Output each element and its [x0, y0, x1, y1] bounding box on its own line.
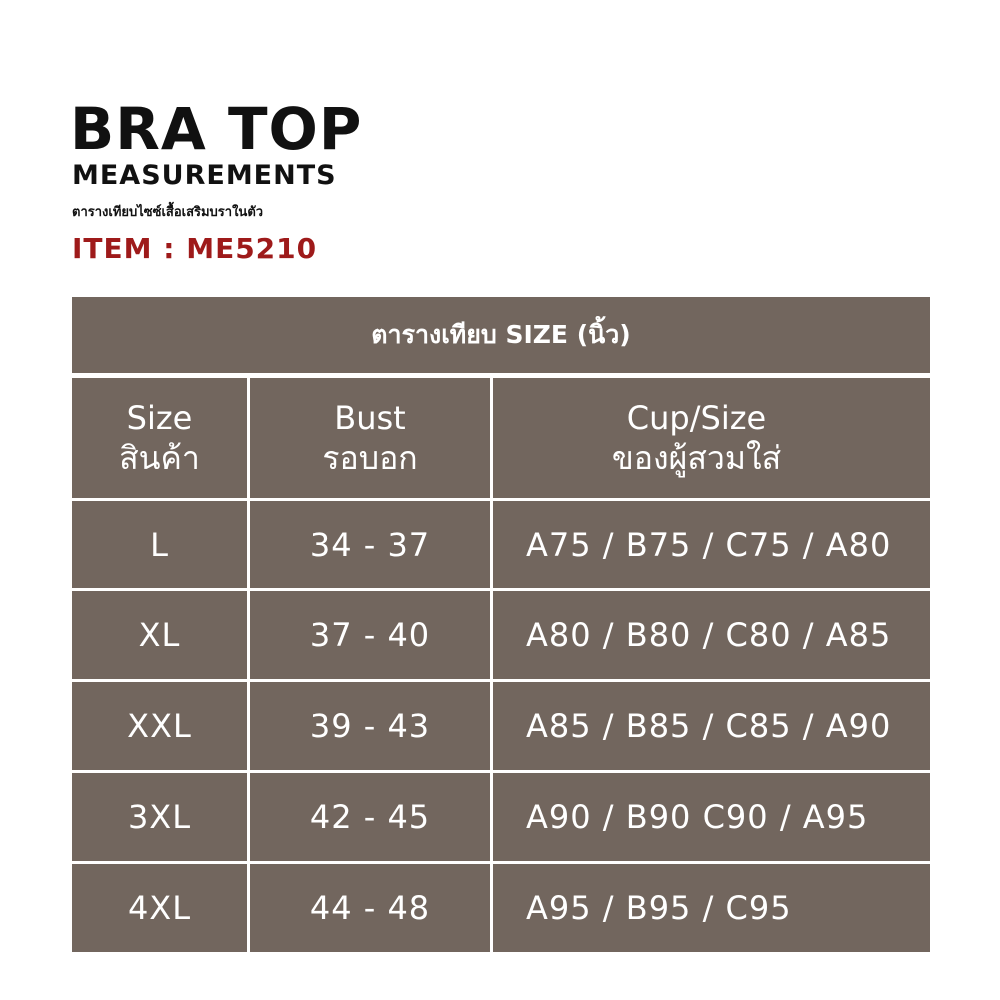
- column-header-bust-th: รอบอก: [322, 439, 418, 477]
- table-cell-cup: A75 / B75 / C75 / A80: [493, 501, 930, 588]
- column-header-bust: [250, 378, 490, 498]
- table-cell-cup: A80 / B80 / C80 / A85: [493, 591, 930, 679]
- column-header-cup-en: Cup/Size: [626, 399, 767, 437]
- table-cell-bust: 37 - 40: [250, 591, 490, 679]
- table-cell-cup: A85 / B85 / C85 / A90: [493, 682, 930, 770]
- table-cell-bust: 34 - 37: [250, 501, 490, 588]
- table-cell-cup: A95 / B95 / C95: [493, 864, 930, 952]
- column-header-size: [72, 378, 247, 498]
- table-cell-size: 4XL: [72, 864, 247, 952]
- table-cell-size: L: [72, 501, 247, 588]
- column-header-size-th: สินค้า: [119, 439, 200, 477]
- table-cell-bust: 44 - 48: [250, 864, 490, 952]
- column-header-cup-th: ของผู้สวมใส่: [611, 439, 782, 477]
- item-code: ITEM : ME5210: [72, 232, 318, 265]
- table-cell-size: XXL: [72, 682, 247, 770]
- table-cell-bust: 39 - 43: [250, 682, 490, 770]
- table-cell-bust: 42 - 45: [250, 773, 490, 861]
- page-subtitle: MEASUREMENTS: [72, 160, 337, 191]
- column-header-bust-en: Bust: [334, 399, 406, 437]
- size-chart-table: [70, 295, 932, 955]
- table-cell-cup: A90 / B90 C90 / A95: [493, 773, 930, 861]
- table-cell-size: XL: [72, 591, 247, 679]
- column-header-cup: [493, 378, 930, 498]
- table-cell-size: 3XL: [72, 773, 247, 861]
- column-header-size-en: Size: [126, 399, 193, 437]
- page-title: BRA TOP: [70, 95, 363, 163]
- thai-caption: ตารางเทียบไซซ์เสื้อเสริมบราในตัว: [72, 205, 264, 220]
- table-heading: ตารางเทียบ SIZE (นิ้ว): [72, 297, 930, 373]
